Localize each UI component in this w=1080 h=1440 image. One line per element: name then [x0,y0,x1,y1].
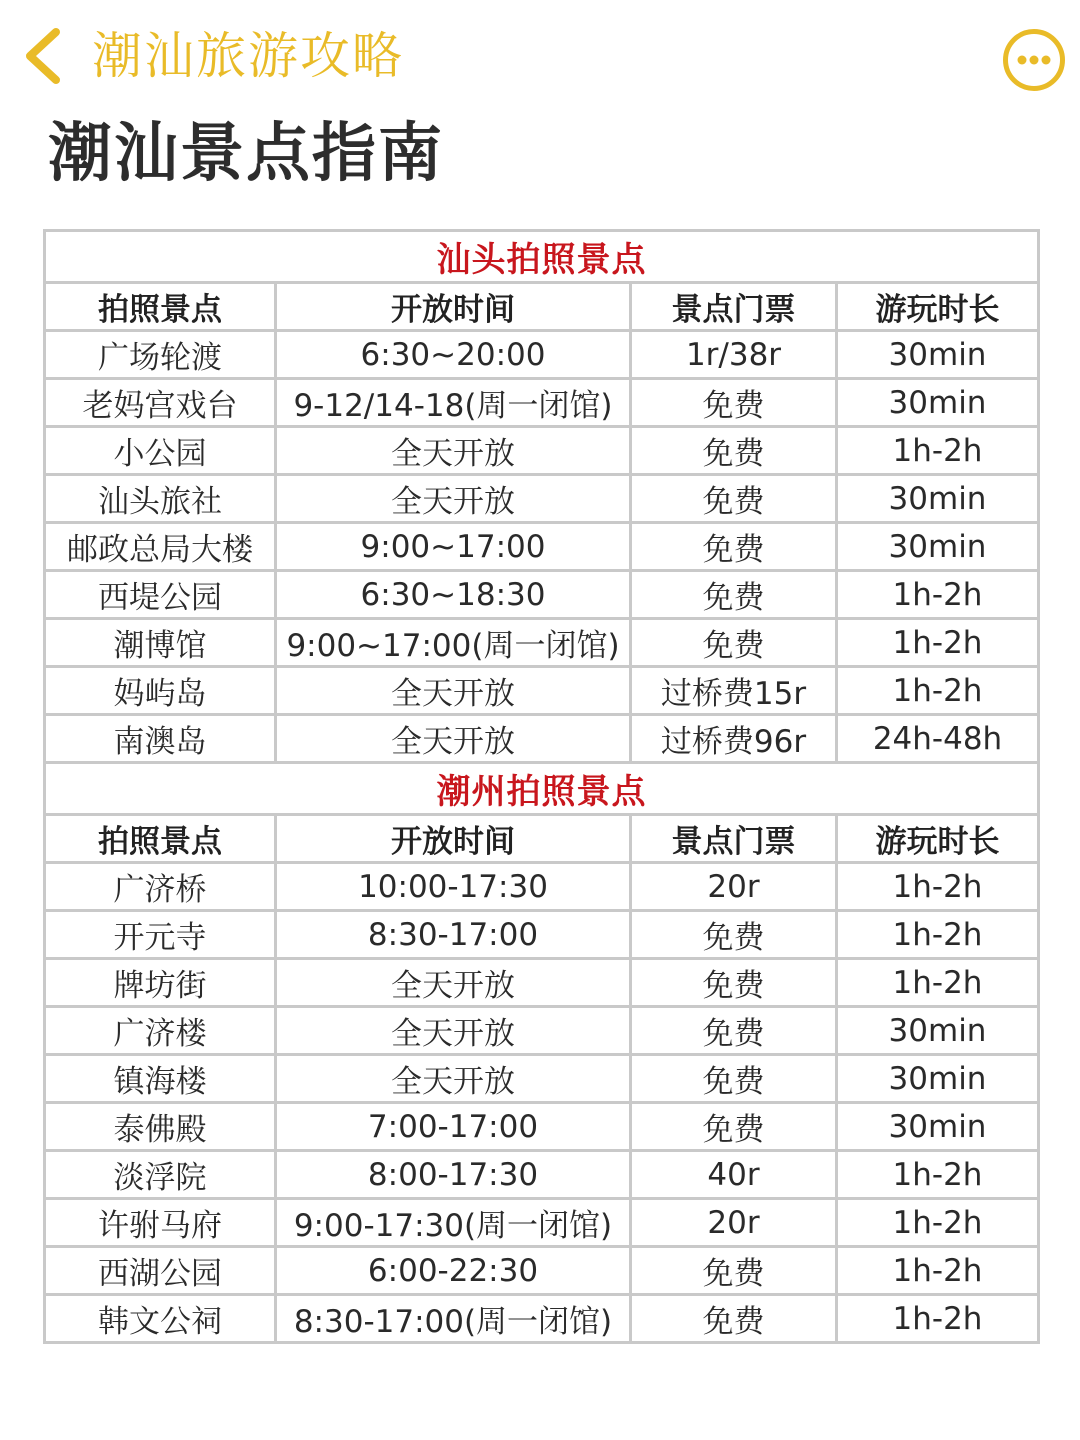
cell-spot: 南澳岛 [45,715,276,763]
cell-spot: 西湖公园 [45,1247,276,1295]
cell-ticket: 免费 [631,379,837,427]
column-header-ticket: 景点门票 [631,815,837,863]
cell-spot: 广场轮渡 [45,331,276,379]
cell-duration: 1h-2h [837,667,1039,715]
cell-ticket: 免费 [631,1055,837,1103]
cell-duration: 30min [837,475,1039,523]
cell-ticket: 免费 [631,475,837,523]
cell-spot: 潮博馆 [45,619,276,667]
cell-duration: 30min [837,1007,1039,1055]
cell-ticket: 免费 [631,1295,837,1343]
cell-spot: 牌坊街 [45,959,276,1007]
cell-hours: 7:00-17:00 [276,1103,631,1151]
table-header-row [45,283,1039,331]
cell-hours: 8:00-17:30 [276,1151,631,1199]
cell-hours: 6:30~18:30 [276,571,631,619]
table-row [45,331,1039,379]
top-bar [0,0,1080,110]
cell-ticket: 过桥费96r [631,715,837,763]
page-title: 潮汕景点指南 [48,117,444,191]
cell-ticket: 20r [631,1199,837,1247]
cell-hours: 8:30-17:00 [276,911,631,959]
table-row [45,379,1039,427]
column-header-duration: 游玩时长 [837,283,1039,331]
table-row [45,1151,1039,1199]
section-title-row [45,231,1039,283]
cell-spot: 汕头旅社 [45,475,276,523]
cell-hours: 全天开放 [276,1055,631,1103]
table-row [45,1103,1039,1151]
cell-ticket: 免费 [631,1007,837,1055]
column-header-ticket: 景点门票 [631,283,837,331]
back-button[interactable] [18,24,74,88]
cell-spot: 许驸马府 [45,1199,276,1247]
cell-spot: 韩文公祠 [45,1295,276,1343]
cell-spot: 小公园 [45,427,276,475]
cell-duration: 30min [837,523,1039,571]
section-shantou-rows [45,331,1039,763]
cell-hours: 10:00-17:30 [276,863,631,911]
more-horizontal-icon [1002,28,1066,92]
cell-duration: 1h-2h [837,619,1039,667]
cell-spot: 邮政总局大楼 [45,523,276,571]
cell-spot: 泰佛殿 [45,1103,276,1151]
cell-hours: 全天开放 [276,475,631,523]
cell-hours: 8:30-17:00(周一闭馆) [276,1295,631,1343]
cell-duration: 24h-48h [837,715,1039,763]
cell-spot: 西堤公园 [45,571,276,619]
cell-spot: 开元寺 [45,911,276,959]
cell-duration: 30min [837,1055,1039,1103]
cell-hours: 6:00-22:30 [276,1247,631,1295]
cell-duration: 1h-2h [837,571,1039,619]
table-row [45,475,1039,523]
section-chaozhou [45,763,1039,863]
cell-hours: 6:30~20:00 [276,331,631,379]
column-header-spot: 拍照景点 [45,283,276,331]
cell-hours: 9:00~17:00 [276,523,631,571]
table-row [45,667,1039,715]
section-title-row [45,763,1039,815]
cell-duration: 1h-2h [837,1295,1039,1343]
app-title: 潮汕旅游攻略 [92,27,404,85]
cell-duration: 30min [837,331,1039,379]
column-header-spot: 拍照景点 [45,815,276,863]
cell-spot: 镇海楼 [45,1055,276,1103]
cell-hours: 9:00~17:00(周一闭馆) [276,619,631,667]
table-row [45,1007,1039,1055]
section-shantou [45,231,1039,331]
table-row [45,427,1039,475]
table-header-row [45,815,1039,863]
column-header-hours: 开放时间 [276,283,631,331]
table-row [45,1199,1039,1247]
cell-spot: 妈屿岛 [45,667,276,715]
column-header-hours: 开放时间 [276,815,631,863]
cell-ticket: 免费 [631,1247,837,1295]
cell-duration: 1h-2h [837,1151,1039,1199]
cell-hours: 全天开放 [276,715,631,763]
cell-ticket: 免费 [631,959,837,1007]
more-button[interactable] [1002,28,1066,92]
attractions-table [43,229,1040,1344]
table-row [45,863,1039,911]
cell-spot: 广济楼 [45,1007,276,1055]
cell-hours: 全天开放 [276,427,631,475]
section-chaozhou-rows [45,863,1039,1343]
cell-duration: 1h-2h [837,911,1039,959]
cell-duration: 1h-2h [837,959,1039,1007]
table-row [45,619,1039,667]
cell-duration: 1h-2h [837,1247,1039,1295]
cell-duration: 1h-2h [837,1199,1039,1247]
cell-hours: 全天开放 [276,959,631,1007]
cell-hours: 9:00-17:30(周一闭馆) [276,1199,631,1247]
cell-ticket: 免费 [631,571,837,619]
section-title: 潮州拍照景点 [45,763,1039,815]
cell-duration: 30min [837,1103,1039,1151]
table-row [45,959,1039,1007]
column-header-duration: 游玩时长 [837,815,1039,863]
table-row [45,1055,1039,1103]
cell-hours: 全天开放 [276,667,631,715]
cell-ticket: 免费 [631,523,837,571]
cell-ticket: 免费 [631,619,837,667]
cell-spot: 广济桥 [45,863,276,911]
cell-spot: 淡浮院 [45,1151,276,1199]
attractions-table-wrapper [43,229,1037,1344]
cell-ticket: 免费 [631,1103,837,1151]
cell-duration: 30min [837,379,1039,427]
cell-hours: 全天开放 [276,1007,631,1055]
cell-ticket: 免费 [631,427,837,475]
cell-ticket: 过桥费15r [631,667,837,715]
cell-duration: 1h-2h [837,427,1039,475]
cell-hours: 9-12/14-18(周一闭馆) [276,379,631,427]
table-row [45,571,1039,619]
section-title: 汕头拍照景点 [45,231,1039,283]
cell-ticket: 1r/38r [631,331,837,379]
cell-ticket: 免费 [631,911,837,959]
table-row [45,715,1039,763]
table-row [45,1247,1039,1295]
cell-spot: 老妈宫戏台 [45,379,276,427]
table-row [45,1295,1039,1343]
chevron-left-icon [18,24,74,88]
table-row [45,523,1039,571]
table-row [45,911,1039,959]
cell-duration: 1h-2h [837,863,1039,911]
cell-ticket: 20r [631,863,837,911]
cell-ticket: 40r [631,1151,837,1199]
